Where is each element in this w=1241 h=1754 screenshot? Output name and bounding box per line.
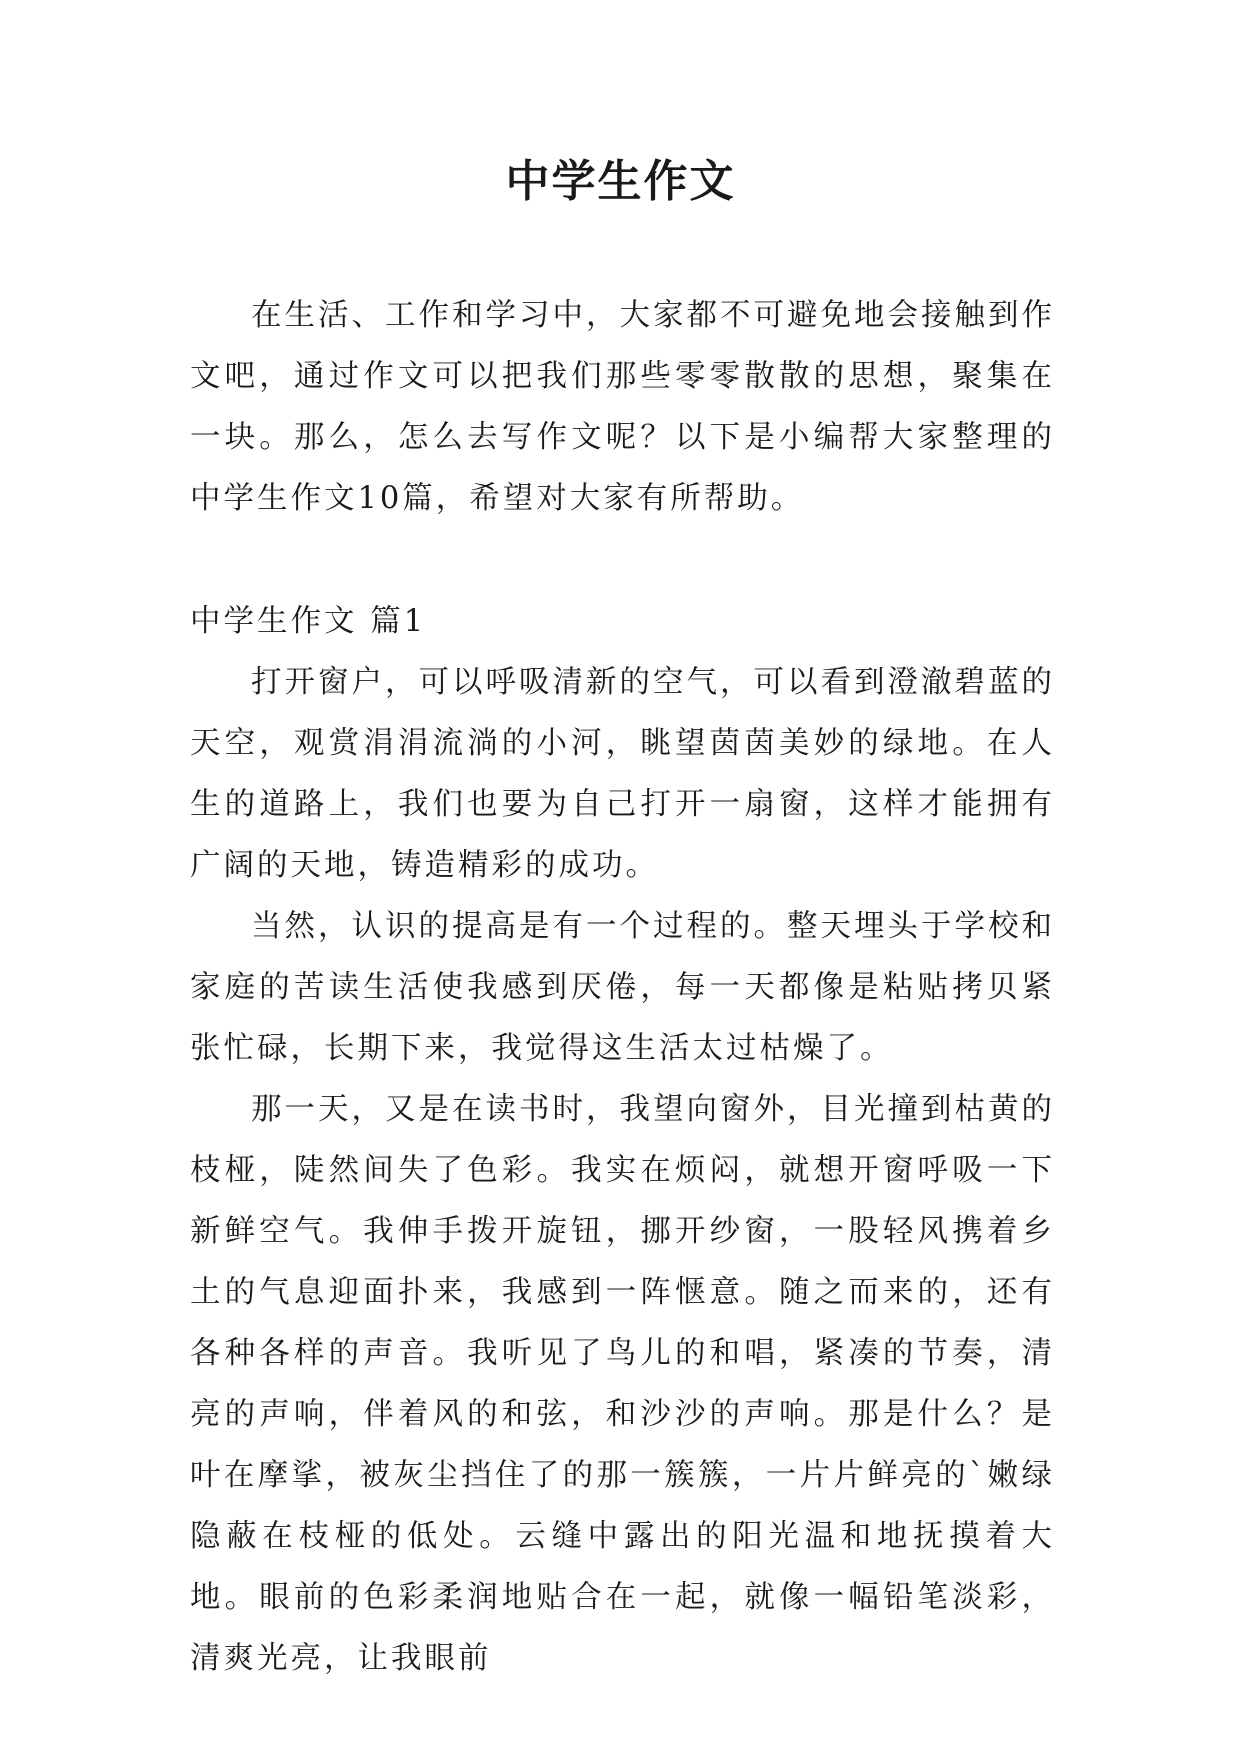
- document-body: [190, 285, 1055, 1689]
- body-paragraph: 那一天，又是在读书时，我望向窗外，目光撞到枯黄的枝桠，陡然间失了色彩。我实在烦闷，就想开窗呼吸一下新鲜空气。我伸手拨开旋钮，挪开纱窗，一股轻风携着乡土的气息迎面扑来，我感到一阵惬意。随之而来的，还有各种各样的声音。我听见了鸟儿的和唱，紧凑的节奏，清亮的声响，伴着风的和弦，和沙沙的声响。那是什么？是叶在摩挲，被灰尘挡住了的那一簇簇，一片片鲜亮的`嫩绿隐蔽在枝桠的低处。云缝中露出的阳光温和地抚摸着大地。眼前的色彩柔润地贴合在一起，就像一幅铅笔淡彩，清爽光亮，让我眼前: [190, 1092, 1055, 1676]
- document-title: 中学生作文: [505, 156, 736, 207]
- body-paragraph: 当然，认识的提高是有一个过程的。整天埋头于学校和家庭的苦读生活使我感到厌倦，每一天都像是粘贴拷贝紧张忙碌，长期下来，我觉得这生活太过枯燥了。: [190, 909, 1055, 1066]
- intro-paragraph: 在生活、工作和学习中，大家都不可避免地会接触到作文吧，通过作文可以把我们那些零零散散的思想，聚集在一块。那么，怎么去写作文呢？以下是小编帮大家整理的中学生作文10篇，希望对大家有所帮助。: [190, 298, 1055, 516]
- section-heading: 中学生作文 篇1: [190, 604, 427, 639]
- body-paragraph: 打开窗户，可以呼吸清新的空气，可以看到澄澈碧蓝的天空，观赏涓涓流淌的小河，眺望茵茵美妙的绿地。在人生的道路上，我们也要为自己打开一扇窗，这样才能拥有广阔的天地，铸造精彩的成功。: [190, 665, 1055, 883]
